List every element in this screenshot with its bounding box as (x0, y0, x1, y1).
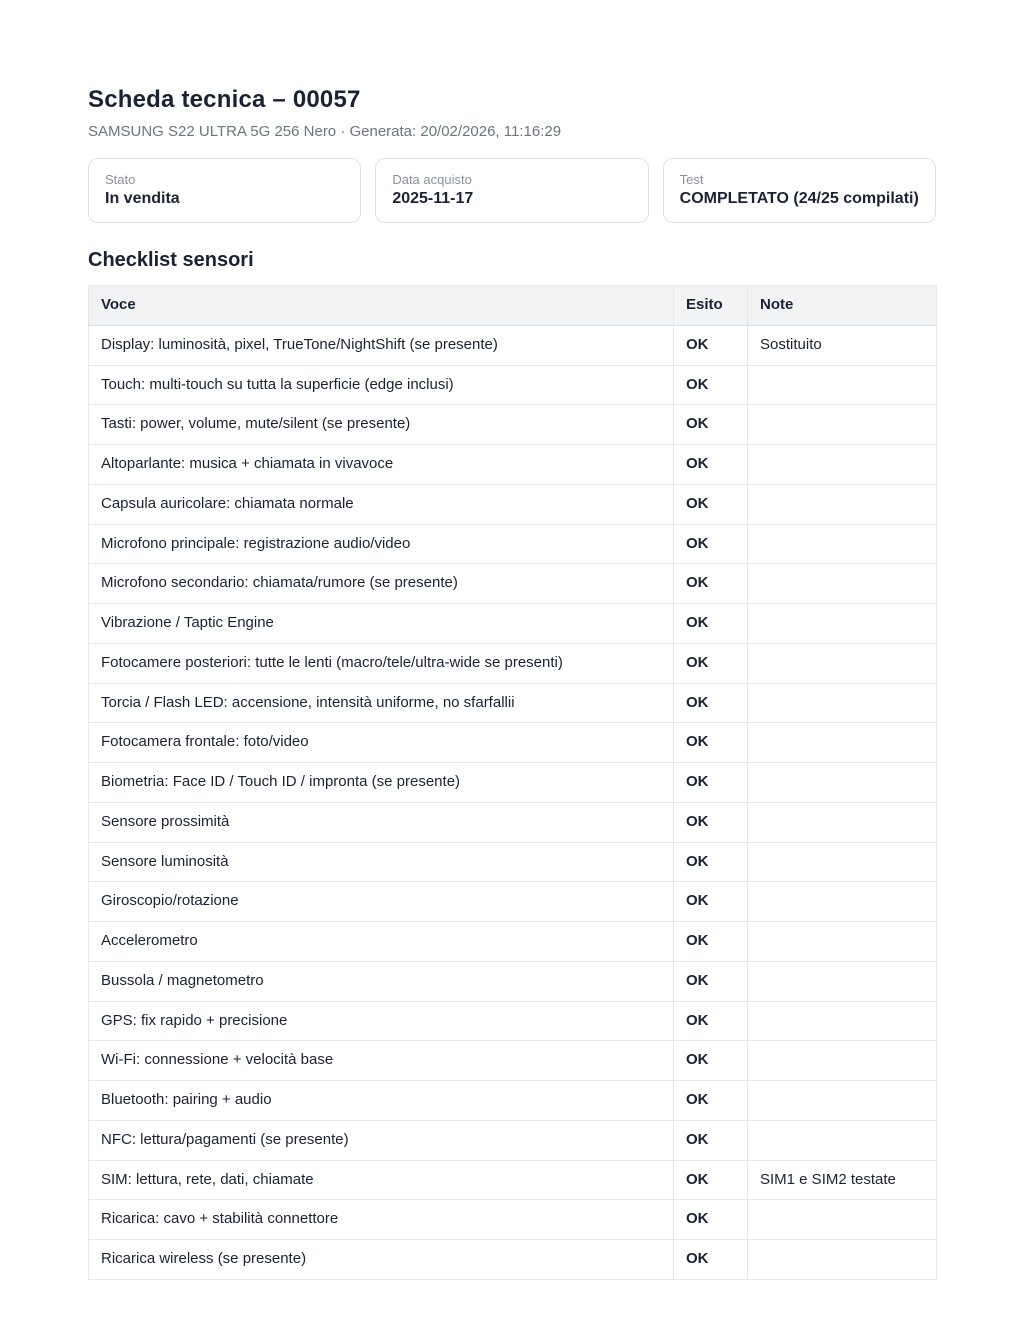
card-stato (88, 158, 361, 223)
card-test (663, 158, 936, 223)
voce-cell: Microfono secondario: chiamata/rumore (se presente) (89, 564, 674, 604)
note-cell (748, 1001, 937, 1041)
table-row (89, 723, 937, 763)
card-data-acquisto-label: Data acquisto (392, 172, 472, 187)
esito-cell: OK (674, 604, 748, 644)
voce-cell: Bussola / magnetometro (89, 961, 674, 1001)
note-cell (748, 643, 937, 683)
table-row (89, 643, 937, 683)
note-cell (748, 1240, 937, 1280)
esito-cell: OK (674, 1120, 748, 1160)
table-row (89, 445, 937, 485)
esito-cell: OK (674, 961, 748, 1001)
esito-cell: OK (674, 1081, 748, 1121)
note-cell (748, 484, 937, 524)
table-row (89, 1001, 937, 1041)
document-page (88, 0, 936, 1280)
note-cell (748, 961, 937, 1001)
card-test-label: Test (679, 172, 704, 187)
table-row (89, 405, 937, 445)
note-cell (748, 524, 937, 564)
esito-cell: OK (674, 1041, 748, 1081)
note-cell (748, 1200, 937, 1240)
note-cell (748, 1041, 937, 1081)
note-cell (748, 365, 937, 405)
voce-cell: Fotocamera frontale: foto/video (89, 723, 674, 763)
voce-cell: Torcia / Flash LED: accensione, intensità uniforme, no sfarfallii (89, 683, 674, 723)
table-row (89, 961, 937, 1001)
esito-cell: OK (674, 484, 748, 524)
voce-cell: GPS: fix rapido + precisione (89, 1001, 674, 1041)
table-row (89, 802, 937, 842)
table-row (89, 1240, 937, 1280)
esito-cell: OK (674, 445, 748, 485)
card-data-acquisto-value: 2025-11-17 (392, 190, 474, 207)
note-cell (748, 723, 937, 763)
summary-cards (88, 158, 936, 223)
table-row (89, 484, 937, 524)
table-row (89, 1081, 937, 1121)
esito-cell: OK (674, 564, 748, 604)
column-header-voce: Voce (89, 286, 674, 326)
card-test-value: COMPLETATO (24/25 compilati) (679, 190, 919, 207)
esito-cell: OK (674, 325, 748, 365)
page-title: Scheda tecnica – 00057 (88, 86, 361, 113)
voce-cell: Tasti: power, volume, mute/silent (se presente) (89, 405, 674, 445)
note-cell (748, 405, 937, 445)
note-cell (748, 445, 937, 485)
table-row (89, 1160, 937, 1200)
table-row (89, 922, 937, 962)
voce-cell: Capsula auricolare: chiamata normale (89, 484, 674, 524)
table-row (89, 365, 937, 405)
esito-cell: OK (674, 763, 748, 803)
note-cell (748, 763, 937, 803)
table-row (89, 325, 937, 365)
esito-cell: OK (674, 683, 748, 723)
table-row (89, 1120, 937, 1160)
esito-cell: OK (674, 1001, 748, 1041)
checklist-table (88, 285, 937, 1280)
note-cell (748, 802, 937, 842)
esito-cell: OK (674, 802, 748, 842)
note-cell: SIM1 e SIM2 testate (748, 1160, 937, 1200)
column-header-note: Note (748, 286, 937, 326)
table-row (89, 564, 937, 604)
voce-cell: Touch: multi-touch su tutta la superficie (edge inclusi) (89, 365, 674, 405)
note-cell (748, 683, 937, 723)
table-row (89, 1200, 937, 1240)
checklist-heading: Checklist sensori (88, 249, 254, 271)
esito-cell: OK (674, 524, 748, 564)
voce-cell: Giroscopio/rotazione (89, 882, 674, 922)
esito-cell: OK (674, 882, 748, 922)
esito-cell: OK (674, 922, 748, 962)
voce-cell: Altoparlante: musica + chiamata in vivavoce (89, 445, 674, 485)
note-cell (748, 842, 937, 882)
voce-cell: Wi-Fi: connessione + velocità base (89, 1041, 674, 1081)
esito-cell: OK (674, 1240, 748, 1280)
card-data-acquisto (375, 158, 648, 223)
checklist-table-header (89, 286, 937, 326)
table-row (89, 763, 937, 803)
esito-cell: OK (674, 1200, 748, 1240)
voce-cell: Fotocamere posteriori: tutte le lenti (macro/tele/ultra-wide se presenti) (89, 643, 674, 683)
esito-cell: OK (674, 723, 748, 763)
voce-cell: Biometria: Face ID / Touch ID / impronta (se presente) (89, 763, 674, 803)
voce-cell: Accelerometro (89, 922, 674, 962)
voce-cell: Sensore luminosità (89, 842, 674, 882)
page-subtitle: SAMSUNG S22 ULTRA 5G 256 Nero · Generata: 20/02/2026, 11:16:29 (88, 123, 562, 140)
voce-cell: Sensore prossimità (89, 802, 674, 842)
table-row (89, 1041, 937, 1081)
table-row (89, 882, 937, 922)
voce-cell: Vibrazione / Taptic Engine (89, 604, 674, 644)
esito-cell: OK (674, 643, 748, 683)
note-cell (748, 604, 937, 644)
note-cell (748, 882, 937, 922)
voce-cell: Microfono principale: registrazione audio/video (89, 524, 674, 564)
esito-cell: OK (674, 365, 748, 405)
note-cell (748, 922, 937, 962)
checklist-table-body (89, 325, 937, 1279)
table-row (89, 604, 937, 644)
voce-cell: Ricarica: cavo + stabilità connettore (89, 1200, 674, 1240)
note-cell (748, 1120, 937, 1160)
voce-cell: Ricarica wireless (se presente) (89, 1240, 674, 1280)
note-cell (748, 564, 937, 604)
table-row (89, 524, 937, 564)
esito-cell: OK (674, 405, 748, 445)
table-row (89, 683, 937, 723)
esito-cell: OK (674, 842, 748, 882)
card-stato-value: In vendita (105, 190, 180, 207)
voce-cell: Display: luminosità, pixel, TrueTone/NightShift (se presente) (89, 325, 674, 365)
voce-cell: NFC: lettura/pagamenti (se presente) (89, 1120, 674, 1160)
table-row (89, 842, 937, 882)
column-header-esito: Esito (674, 286, 748, 326)
note-cell (748, 1081, 937, 1121)
voce-cell: Bluetooth: pairing + audio (89, 1081, 674, 1121)
voce-cell: SIM: lettura, rete, dati, chiamate (89, 1160, 674, 1200)
note-cell: Sostituito (748, 325, 937, 365)
card-stato-label: Stato (105, 172, 136, 187)
esito-cell: OK (674, 1160, 748, 1200)
